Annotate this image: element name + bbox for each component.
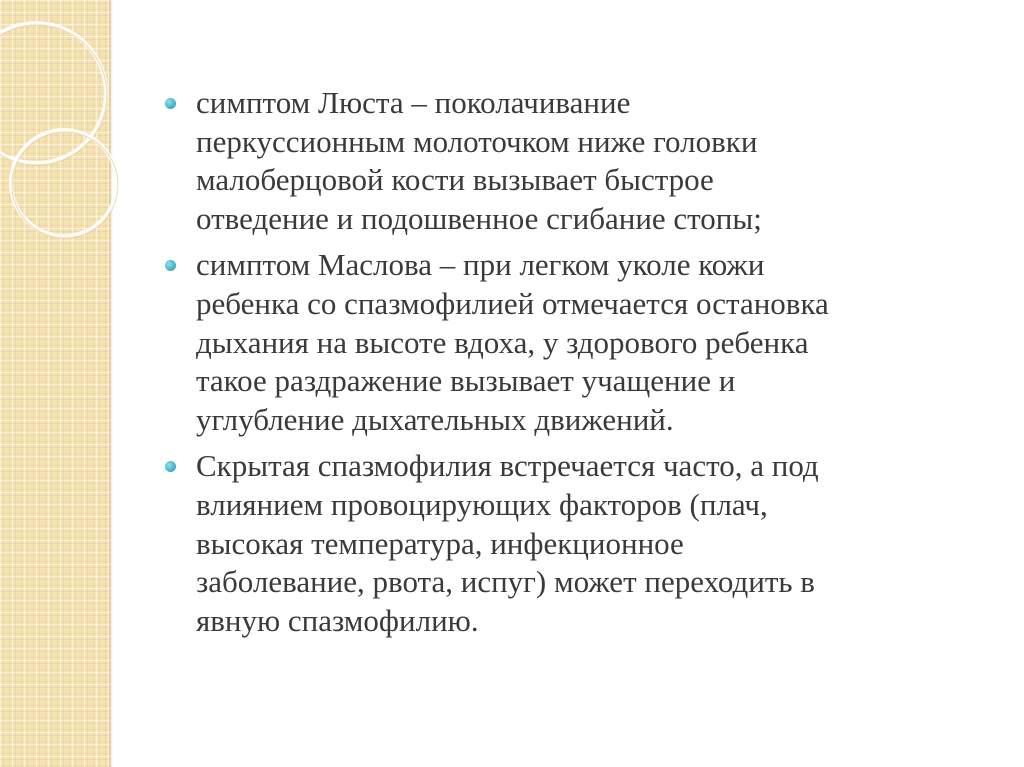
bullet-line: Скрытая спазмофилия встречается часто, а под bbox=[196, 448, 819, 484]
bullet-line: явную спазмофилию. bbox=[196, 602, 479, 638]
bullet-line: ребенка со спазмофилией отмечается остановка bbox=[196, 285, 829, 321]
bullet-dot-icon bbox=[165, 98, 176, 109]
bullet-line: высокая температура, инфекционное bbox=[196, 525, 684, 561]
bullet-item-maslov-symptom bbox=[160, 246, 990, 439]
bullet-line: отведение и подошвенное сгибание стопы; bbox=[196, 200, 762, 236]
bullet-line: малоберцовой кости вызывает быстрое bbox=[196, 162, 714, 198]
bullet-list bbox=[160, 84, 990, 640]
bullet-dot-icon bbox=[165, 260, 176, 271]
bullet-line: дыхания на высоте вдоха, у здорового ребенка bbox=[196, 324, 809, 360]
bullet-line: влиянием провоцирующих факторов (плач, bbox=[196, 486, 768, 522]
bullet-item-latent-spasmophilia bbox=[160, 447, 990, 640]
bullet-line: симптом Маслова – при легком уколе кожи bbox=[196, 247, 765, 283]
large-ring bbox=[0, 23, 106, 163]
bullet-line: заболевание, рвота, испуг) может переходить в bbox=[196, 564, 815, 600]
bullet-dot-icon bbox=[165, 461, 176, 472]
slide-content bbox=[160, 84, 990, 648]
bullet-line: углубление дыхательных движений. bbox=[196, 401, 674, 437]
bullet-line: такое раздражение вызывает учащение и bbox=[196, 363, 736, 399]
large-ring-shadow bbox=[0, 25, 107, 165]
decorative-rings-icon bbox=[0, 0, 180, 320]
bullet-item-lust-symptom bbox=[160, 84, 990, 238]
bullet-line: перкуссионным молоточком ниже головки bbox=[196, 123, 758, 159]
bullet-line: симптом Люста – поколачивание bbox=[196, 85, 631, 120]
